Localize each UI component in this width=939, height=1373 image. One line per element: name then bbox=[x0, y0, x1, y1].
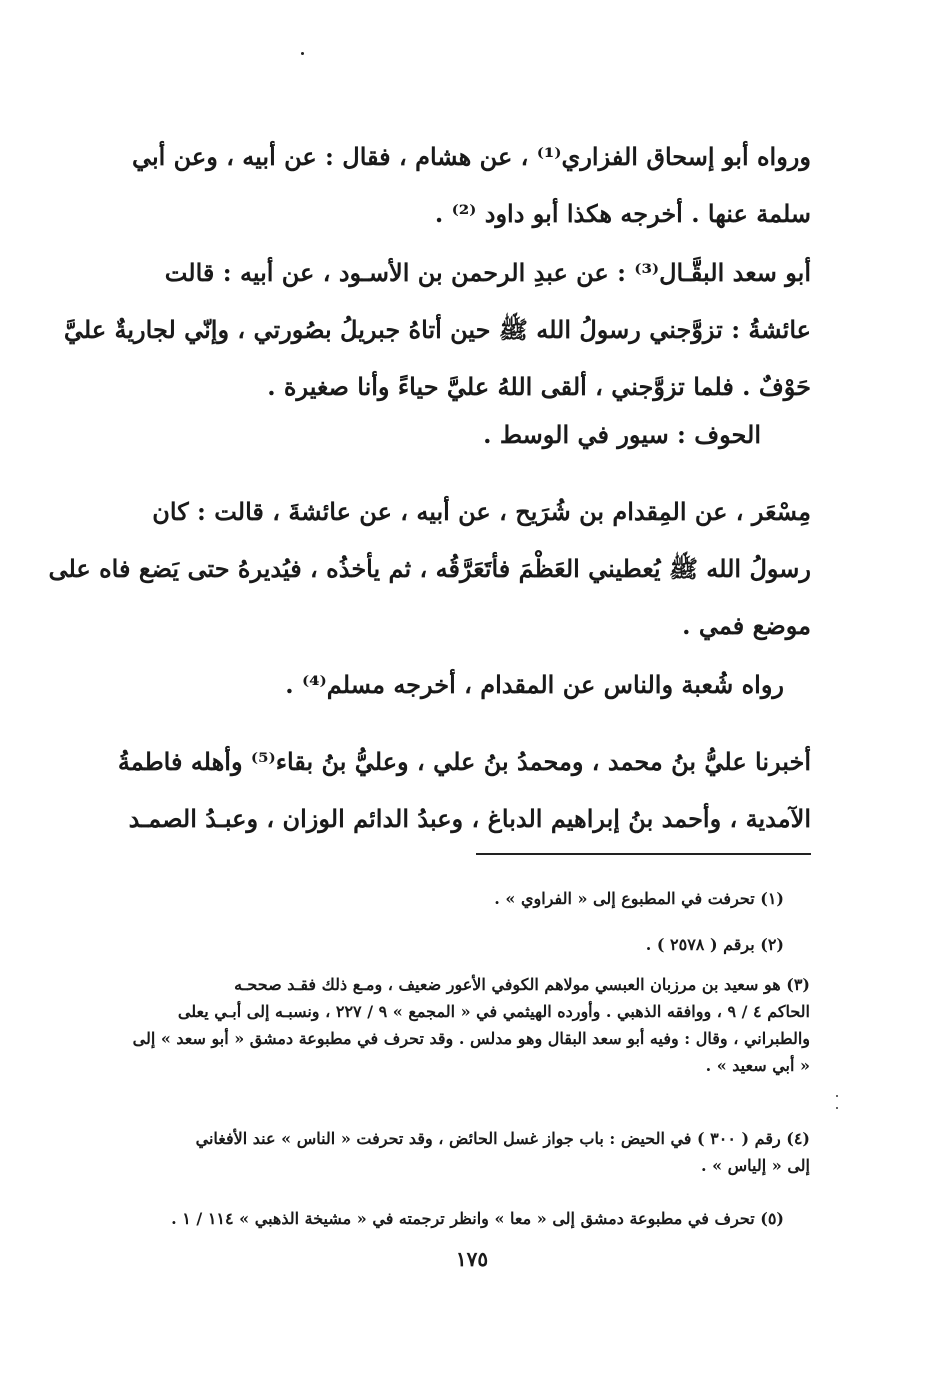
footnote-text: والطبراني ، وقال : وفيه أبو سعد البقال وهو مدلس . وقد تحرف في مطبوعة دمشق « أبو سعد » إلى bbox=[132, 1029, 810, 1048]
footnote-text: (٣) هو سعيد بن مرزبان العبسي مولاهم الكوفي الأعور ضعيف ، ومـع ذلك فقـد صححـه bbox=[234, 975, 810, 994]
ink-dot bbox=[301, 52, 304, 55]
footnote-text: الحاكم ٤ / ٩ ، ووافقه الذهبي . وأورده الهيثمي في « المجمع » ٩ / ٢٢٧ ، ونسبـه إلى أبـي يعلى bbox=[177, 1002, 810, 1021]
text-line: سلمة عنها . أخرجه هكذا أبو داود ⁽²⁾ . bbox=[434, 199, 811, 228]
text-line: أبو سعد البقَّـال⁽³⁾ : عن عبدِ الرحمن بن الأسـود ، عن أبيه : قالت bbox=[164, 258, 811, 287]
text-line: الآمدية ، وأحمد بنُ إبراهيم الدباغ ، وعبدُ الدائم الوزان ، وعبـدُ الصمـد bbox=[128, 804, 811, 833]
paragraph-6 bbox=[117, 733, 811, 847]
ink-dot bbox=[836, 1107, 838, 1109]
text-line: أخبرنا عليُّ بنُ محمد ، ومحمدُ بنُ علي ، وعليُّ بنُ بقاء⁽⁵⁾ وأهله فاطمةُ bbox=[117, 747, 811, 776]
text-line: موضع فمي . bbox=[682, 611, 811, 640]
footnote-text: (٤) رقم ( ٣٠٠ ) في الحيض : باب جواز غسل الحائض ، وقد تحرفت « الناس » عند الأفغاني bbox=[195, 1129, 810, 1148]
footnote-text: « أبي سعيد » . bbox=[705, 1056, 810, 1075]
text-line: ورواه أبو إسحاق الفزاري⁽¹⁾ ، عن هشام ، فقال : عن أبيه ، وعن أبي bbox=[131, 142, 811, 171]
footnote-divider bbox=[476, 853, 811, 855]
footnote-text: إلى « إلياس » . bbox=[700, 1156, 810, 1175]
footnote-4 bbox=[130, 1125, 810, 1179]
text-line: عائشةُ : تزوَّجني رسولُ الله ﷺ حين أتاهُ جبريلُ بصُورتي ، وإنّي لجاريةٌ عليَّ bbox=[63, 315, 811, 344]
text-line: رواه شُعبة والناس عن المقدام ، أخرجه مسلم⁽⁴⁾ . bbox=[285, 670, 784, 699]
footnote-5 bbox=[104, 1205, 784, 1232]
footnote-1 bbox=[104, 885, 784, 912]
text-line: مِسْعَر ، عن المِقدام بن شُرَيح ، عن أبيه ، عن عائشةَ ، قالت : كان bbox=[152, 497, 811, 526]
footnote-text: (٢) برقم ( ٢٥٧٨ ) . bbox=[645, 935, 784, 954]
paragraph-1 bbox=[129, 128, 811, 242]
paragraph-2 bbox=[63, 244, 811, 415]
footnote-text: (٥) تحرف في مطبوعة دمشق إلى « معا » وانظر ترجمته في « مشيخة الذهبي » ١١٤ / ١ . bbox=[171, 1209, 784, 1228]
footnote-2 bbox=[104, 931, 784, 958]
paragraph-3 bbox=[79, 406, 761, 463]
text-line: رسولُ الله ﷺ يُعطيني العَظْمَ فأتَعَرَّقُه ، ثم يأخذُه ، فيُديرهُ حتى يَضع فاه على bbox=[48, 554, 811, 583]
footnote-3 bbox=[130, 971, 810, 1079]
paragraph-4 bbox=[48, 483, 811, 654]
text-line: الحوف : سيور في الوسط . bbox=[483, 420, 761, 449]
paragraph-5 bbox=[102, 656, 784, 713]
page-number: ١٧٥ bbox=[455, 1247, 489, 1271]
footnote-text: (١) تحرفت في المطبوع إلى « الفراوي » . bbox=[494, 889, 784, 908]
text-line: حَوْفٌ . فلما تزوَّجني ، ألقى اللهُ عليَّ حياءً وأنا صغيرة . bbox=[267, 372, 811, 401]
ink-dot bbox=[836, 1095, 838, 1097]
